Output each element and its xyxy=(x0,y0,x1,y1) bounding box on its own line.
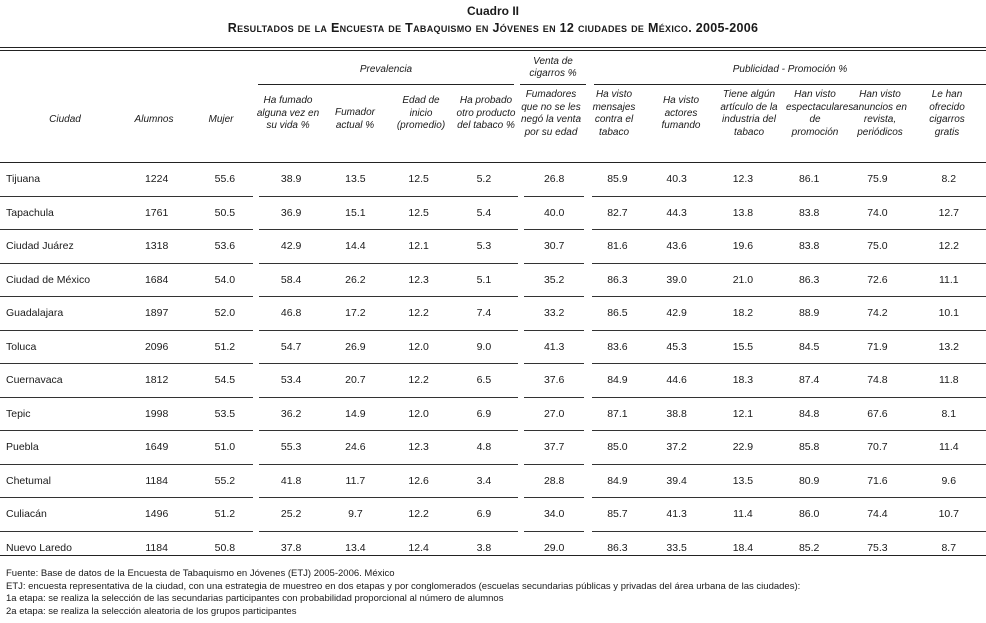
cell-articulo: 22.9 xyxy=(711,431,775,465)
table-row xyxy=(0,330,986,364)
spacer-cell xyxy=(584,330,592,364)
cell-actores: 38.8 xyxy=(643,397,711,431)
cell-fumador-actual: 15.1 xyxy=(323,196,387,230)
cell-ciudad: Puebla xyxy=(0,431,116,465)
cell-espectaculares: 84.8 xyxy=(775,397,843,431)
cell-edad-inicio: 12.2 xyxy=(388,297,450,331)
cell-mensajes: 86.3 xyxy=(607,541,628,554)
cell-ha-fumado: 38.9 xyxy=(259,163,323,196)
cell-otro-producto: 5.1 xyxy=(450,263,518,297)
cell-espectaculares: 84.5 xyxy=(775,330,843,364)
cell-mujer: 54.5 xyxy=(197,364,253,398)
cell-venta-negada: 28.8 xyxy=(524,464,584,498)
cell-venta-negada: 35.2 xyxy=(524,263,584,297)
spacer-cell xyxy=(584,230,592,264)
spacer-cell xyxy=(584,163,592,196)
table-row xyxy=(0,397,986,431)
cell-anuncios: 75.9 xyxy=(843,163,911,196)
cell-ha-fumado: 36.2 xyxy=(259,397,323,431)
cell-edad-inicio: 12.0 xyxy=(388,330,450,364)
table-row xyxy=(0,431,986,465)
cell-venta-negada: 27.0 xyxy=(524,397,584,431)
cell-cigarros-gratis: 8.1 xyxy=(912,397,986,431)
cell-venta-negada: 34.0 xyxy=(524,498,584,532)
cell-ciudad: Tapachula xyxy=(0,196,116,230)
cell-actores: 40.3 xyxy=(643,163,711,196)
table-row xyxy=(0,263,986,297)
cell-espectaculares: 87.4 xyxy=(775,364,843,398)
cell-edad-inicio: 12.3 xyxy=(388,431,450,465)
cell-cigarros-gratis: 8.2 xyxy=(912,163,986,196)
cell-ciudad: Ciudad de México xyxy=(0,263,116,297)
cell-otro-producto: 6.9 xyxy=(450,397,518,431)
cell-articulo: 13.8 xyxy=(711,196,775,230)
column-header-cigarros-gratis: Le han ofrecido cigarros gratis xyxy=(929,89,965,138)
cell-actores: 39.4 xyxy=(643,464,711,498)
cell-alumnos: 1684 xyxy=(116,263,196,297)
cell-otro-producto: 5.4 xyxy=(450,196,518,230)
spacer-cell xyxy=(584,263,592,297)
cell-ha-fumado: 36.9 xyxy=(259,196,323,230)
cell-cigarros-gratis: 11.1 xyxy=(912,263,986,297)
cell-mujer: 55.2 xyxy=(197,464,253,498)
cell-ha-fumado: 25.2 xyxy=(259,498,323,532)
column-header-venta-negada: Fumadores que no se les negó la venta por su edad xyxy=(520,89,582,138)
cell-otro-producto: 7.4 xyxy=(450,297,518,331)
cell-articulo: 19.6 xyxy=(711,230,775,264)
header-rule xyxy=(0,50,986,51)
group-rule-venta xyxy=(520,84,586,85)
table-row xyxy=(0,464,986,498)
cell-ciudad: Toluca xyxy=(0,330,116,364)
cell-ha-fumado: 53.4 xyxy=(259,364,323,398)
cell-alumnos: 1184 xyxy=(116,464,196,498)
cell-venta-negada: 40.0 xyxy=(524,196,584,230)
cell-edad-inicio: 12.2 xyxy=(388,498,450,532)
cell-ha-fumado: 41.8 xyxy=(259,464,323,498)
table-row xyxy=(0,498,986,532)
cell-espectaculares: 86.1 xyxy=(775,163,843,196)
cell-ciudad: Guadalajara xyxy=(0,297,116,331)
column-header-espectaculares: Han visto espectaculares de promoción xyxy=(786,89,854,138)
cell-anuncios: 74.2 xyxy=(843,297,911,331)
cell-articulo: 18.2 xyxy=(711,297,775,331)
spacer-cell xyxy=(584,397,592,431)
cell-alumnos: 1761 xyxy=(116,196,196,230)
cell-fumador-actual: 14.4 xyxy=(323,230,387,264)
cell-ciudad: Chetumal xyxy=(0,464,116,498)
cell-otro-producto: 3.4 xyxy=(450,464,518,498)
cell-espectaculares: 80.9 xyxy=(775,464,843,498)
cell-mensajes: 82.7 xyxy=(592,196,642,230)
cell-fumador-actual: 14.9 xyxy=(323,397,387,431)
cell-espectaculares: 85.8 xyxy=(775,431,843,465)
cell-mujer: 55.6 xyxy=(197,163,253,196)
cell-venta-negada: 29.0 xyxy=(543,541,565,554)
cell-espectaculares: 83.8 xyxy=(775,230,843,264)
cell-ha-fumado: 37.8 xyxy=(280,541,302,554)
cell-anuncios: 74.8 xyxy=(843,364,911,398)
table-label: Cuadro II xyxy=(466,4,519,18)
top-rule xyxy=(0,47,986,48)
spacer-cell xyxy=(584,431,592,465)
cell-anuncios: 70.7 xyxy=(843,431,911,465)
column-header-ciudad: Ciudad xyxy=(49,114,81,125)
cell-edad-inicio: 12.5 xyxy=(388,196,450,230)
cell-anuncios: 71.9 xyxy=(843,330,911,364)
cell-cigarros-gratis: 13.2 xyxy=(912,330,986,364)
cell-mensajes: 85.9 xyxy=(592,163,642,196)
cell-mensajes: 84.9 xyxy=(592,464,642,498)
cell-ha-fumado: 42.9 xyxy=(259,230,323,264)
spacer-cell xyxy=(584,364,592,398)
column-header-ha-fumado: Ha fumado alguna vez en su vida % xyxy=(256,95,320,131)
cell-mujer: 53.6 xyxy=(197,230,253,264)
cell-ha-fumado: 54.7 xyxy=(259,330,323,364)
group-heading-venta: Venta de cigarros % xyxy=(529,56,577,79)
cell-ha-fumado: 58.4 xyxy=(259,263,323,297)
cell-articulo: 18.4 xyxy=(732,541,754,554)
cell-fumador-actual: 13.4 xyxy=(345,541,366,554)
cell-otro-producto: 6.5 xyxy=(450,364,518,398)
cell-fumador-actual: 24.6 xyxy=(323,431,387,465)
note-stage-1: 1a etapa: se realiza la selección de las secundarias participantes con probabilidad proporcional al número de alumnos xyxy=(6,593,504,605)
table-title: Resultados de la Encuesta de Tabaquismo en Jóvenes en 12 ciudades de México. 2005-2006 xyxy=(227,21,759,35)
bottom-rule xyxy=(0,555,986,556)
cell-ciudad: Nuevo Laredo xyxy=(6,541,72,554)
cell-cigarros-gratis: 12.7 xyxy=(912,196,986,230)
cell-mensajes: 86.5 xyxy=(592,297,642,331)
cell-fumador-actual: 17.2 xyxy=(323,297,387,331)
cell-fumador-actual: 9.7 xyxy=(323,498,387,532)
column-header-actores: Ha visto actores fumando xyxy=(661,95,701,131)
cell-fumador-actual: 26.2 xyxy=(323,263,387,297)
cell-articulo: 12.1 xyxy=(711,397,775,431)
spacer-cell xyxy=(584,196,592,230)
cell-venta-negada: 30.7 xyxy=(524,230,584,264)
spacer-cell xyxy=(584,498,592,532)
group-heading-publicidad: Publicidad - Promoción % xyxy=(732,64,848,75)
cell-mensajes: 83.6 xyxy=(592,330,642,364)
cell-actores: 45.3 xyxy=(643,330,711,364)
column-header-mujer: Mujer xyxy=(208,114,234,125)
cell-cigarros-gratis: 8.7 xyxy=(941,541,957,554)
cell-venta-negada: 26.8 xyxy=(524,163,584,196)
cell-actores: 37.2 xyxy=(643,431,711,465)
cell-alumnos: 1897 xyxy=(116,297,196,331)
note-source: Fuente: Base de datos de la Encuesta de Tabaquismo en Jóvenes (ETJ) 2005-2006. México xyxy=(6,568,395,579)
cell-cigarros-gratis: 12.2 xyxy=(912,230,986,264)
cell-mujer: 51.2 xyxy=(197,330,253,364)
cell-anuncios: 75.0 xyxy=(843,230,911,264)
cell-actores: 41.3 xyxy=(643,498,711,532)
cell-cigarros-gratis: 10.7 xyxy=(912,498,986,532)
column-header-fumador-actual: Fumador actual % xyxy=(334,107,375,131)
cell-mujer: 51.0 xyxy=(197,431,253,465)
cell-mujer: 50.8 xyxy=(214,541,236,554)
cell-espectaculares: 88.9 xyxy=(775,297,843,331)
cell-espectaculares: 83.8 xyxy=(775,196,843,230)
note-stage-2: 2a etapa: se realiza la selección aleatoria de los grupos participantes xyxy=(6,605,297,617)
cell-actores: 44.3 xyxy=(643,196,711,230)
cell-edad-inicio: 12.1 xyxy=(388,230,450,264)
column-header-edad-inicio: Edad de inicio (promedio) xyxy=(396,95,446,131)
group-heading-prevalencia: Prevalencia xyxy=(359,64,413,75)
cell-articulo: 15.5 xyxy=(711,330,775,364)
cell-articulo: 12.3 xyxy=(711,163,775,196)
cell-otro-producto: 6.9 xyxy=(450,498,518,532)
cell-ciudad: Cuernavaca xyxy=(0,364,116,398)
cell-articulo: 18.3 xyxy=(711,364,775,398)
table-row xyxy=(0,230,986,264)
cell-mensajes: 85.0 xyxy=(592,431,642,465)
cell-edad-inicio: 12.2 xyxy=(388,364,450,398)
table-row xyxy=(0,364,986,398)
cell-edad-inicio: 12.4 xyxy=(408,541,429,554)
cell-actores: 42.9 xyxy=(643,297,711,331)
cell-ciudad: Culiacán xyxy=(0,498,116,532)
cell-alumnos: 2096 xyxy=(116,330,196,364)
cell-mensajes: 81.6 xyxy=(592,230,642,264)
spacer-cell xyxy=(584,297,592,331)
cell-venta-negada: 41.3 xyxy=(524,330,584,364)
cell-alumnos: 1496 xyxy=(116,498,196,532)
cell-otro-producto: 5.2 xyxy=(450,163,518,196)
column-header-articulo: Tiene algún artículo de la industria del tabaco xyxy=(720,89,778,138)
spacer-cell xyxy=(584,464,592,498)
cell-alumnos: 1649 xyxy=(116,431,196,465)
cell-fumador-actual: 11.7 xyxy=(323,464,387,498)
cell-fumador-actual: 13.5 xyxy=(323,163,387,196)
cell-articulo: 13.5 xyxy=(711,464,775,498)
cell-anuncios: 67.6 xyxy=(843,397,911,431)
cell-otro-producto: 4.8 xyxy=(450,431,518,465)
cell-otro-producto: 3.8 xyxy=(476,541,492,554)
cell-actores: 44.6 xyxy=(643,364,711,398)
cell-mensajes: 84.9 xyxy=(592,364,642,398)
cell-espectaculares: 86.3 xyxy=(775,263,843,297)
cell-ciudad: Tepic xyxy=(0,397,116,431)
cell-espectaculares: 86.0 xyxy=(775,498,843,532)
table-row xyxy=(0,196,986,230)
table-row xyxy=(0,297,986,331)
cell-alumnos: 1224 xyxy=(116,163,196,196)
note-etj: ETJ: encuesta representativa de la ciudad, con una estrategia de muestreo en dos etapas y por conglomerados (escuelas secundarias públicas y privadas del área urbana de las ciudades): xyxy=(6,580,801,592)
cell-venta-negada: 37.6 xyxy=(524,364,584,398)
cell-edad-inicio: 12.0 xyxy=(388,397,450,431)
cell-anuncios: 74.4 xyxy=(843,498,911,532)
cell-anuncios: 74.0 xyxy=(843,196,911,230)
cell-mensajes: 87.1 xyxy=(592,397,642,431)
cell-alumnos: 1184 xyxy=(145,541,168,554)
cell-fumador-actual: 20.7 xyxy=(323,364,387,398)
column-header-anuncios: Han visto anuncios en revista, periódicos xyxy=(853,89,907,138)
cell-alumnos: 1998 xyxy=(116,397,196,431)
cell-anuncios: 71.6 xyxy=(843,464,911,498)
group-rule-prevalencia xyxy=(258,84,514,85)
cell-cigarros-gratis: 11.8 xyxy=(912,364,986,398)
data-table xyxy=(0,163,986,564)
table-caption xyxy=(0,4,986,36)
cell-mujer: 53.5 xyxy=(197,397,253,431)
cell-mujer: 51.2 xyxy=(197,498,253,532)
column-header-otro-producto: Ha probado otro producto del tabaco % xyxy=(456,95,516,131)
group-rule-publicidad xyxy=(594,84,986,85)
cell-anuncios: 72.6 xyxy=(843,263,911,297)
cell-venta-negada: 33.2 xyxy=(524,297,584,331)
cell-otro-producto: 5.3 xyxy=(450,230,518,264)
cell-articulo: 11.4 xyxy=(711,498,775,532)
cell-anuncios: 75.3 xyxy=(867,541,888,554)
cell-mujer: 50.5 xyxy=(197,196,253,230)
cell-cigarros-gratis: 11.4 xyxy=(912,431,986,465)
table-row xyxy=(0,531,986,564)
cell-venta-negada: 37.7 xyxy=(524,431,584,465)
cell-ha-fumado: 55.3 xyxy=(259,431,323,465)
cell-cigarros-gratis: 10.1 xyxy=(912,297,986,331)
cell-actores: 39.0 xyxy=(643,263,711,297)
cell-alumnos: 1812 xyxy=(116,364,196,398)
column-header-mensajes: Ha visto mensajes contra el tabaco xyxy=(592,89,636,138)
cell-mensajes: 85.7 xyxy=(592,498,642,532)
cell-ciudad: Ciudad Juárez xyxy=(0,230,116,264)
cell-mujer: 52.0 xyxy=(197,297,253,331)
cell-cigarros-gratis: 9.6 xyxy=(912,464,986,498)
cell-otro-producto: 9.0 xyxy=(450,330,518,364)
table-notes xyxy=(6,568,981,618)
cell-actores: 33.5 xyxy=(666,541,687,554)
cell-articulo: 21.0 xyxy=(711,263,775,297)
cell-mensajes: 86.3 xyxy=(592,263,642,297)
column-header-alumnos: Alumnos xyxy=(134,114,174,125)
cell-edad-inicio: 12.6 xyxy=(388,464,450,498)
cell-mujer: 54.0 xyxy=(197,263,253,297)
cell-actores: 43.6 xyxy=(643,230,711,264)
table-row xyxy=(0,163,986,196)
cell-fumador-actual: 26.9 xyxy=(323,330,387,364)
cell-edad-inicio: 12.5 xyxy=(388,163,450,196)
cell-ha-fumado: 46.8 xyxy=(259,297,323,331)
cell-ciudad: Tijuana xyxy=(0,163,116,196)
cell-alumnos: 1318 xyxy=(116,230,196,264)
cell-espectaculares: 85.2 xyxy=(798,541,820,554)
cell-edad-inicio: 12.3 xyxy=(388,263,450,297)
spacer-cell xyxy=(584,531,592,564)
